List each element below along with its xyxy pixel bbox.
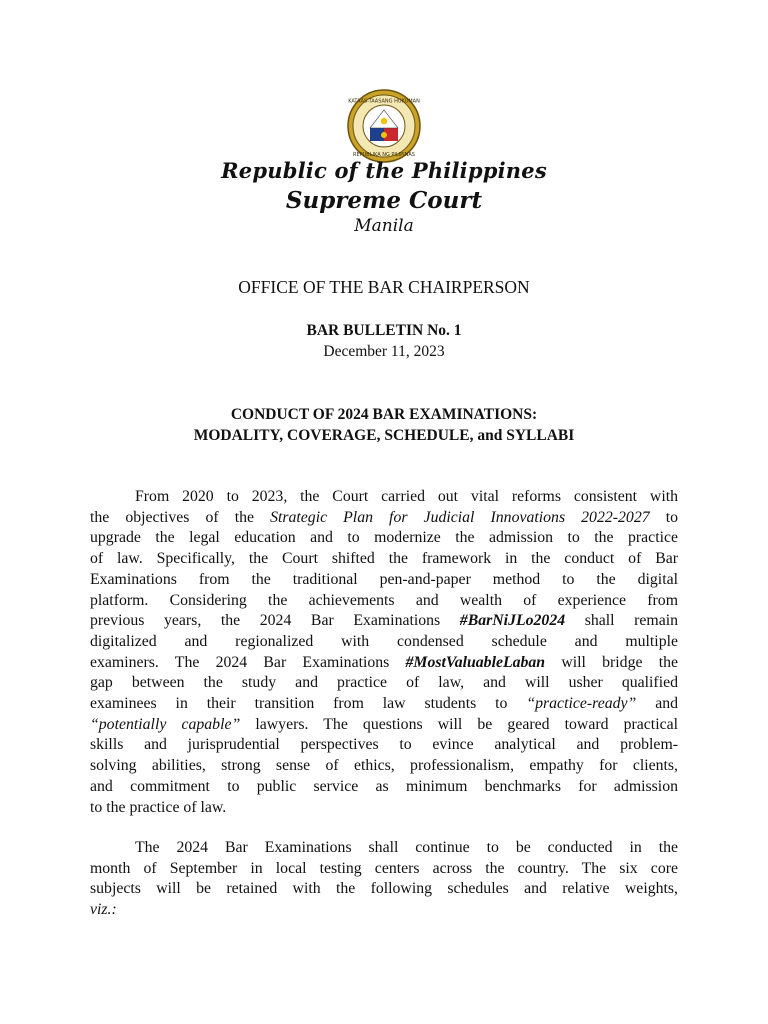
p1-line-13: skills and jurisprudential perspectives to evince analytical and problem- bbox=[90, 736, 678, 754]
p1-line-7a: previous years, the 2024 Bar Examinations bbox=[90, 612, 460, 630]
p1-line-4: of law. Specifically, the Court shifted the framework in the conduct of Bar bbox=[90, 550, 678, 568]
header-city: Manila bbox=[354, 216, 414, 236]
header-court: Supreme Court bbox=[285, 187, 483, 214]
potentially-capable-quote: “potentially capable” bbox=[90, 715, 241, 733]
p1-line-9c: will bridge the bbox=[545, 653, 679, 671]
p1-line-11 bbox=[90, 694, 678, 715]
header-republic: Republic of the Philippines bbox=[221, 158, 547, 183]
hashtag-barnijlo: #BarNiJLo2024 bbox=[459, 612, 566, 630]
subject-line-2b: and bbox=[473, 427, 507, 444]
p1-line-14: solving abilities, strong sense of ethics, professionalism, empathy for clients, bbox=[90, 757, 678, 775]
p1-line-7c: shall remain bbox=[565, 612, 678, 630]
subject-line-1: CONDUCT OF 2024 BAR EXAMINATIONS: bbox=[230, 406, 538, 423]
p1-line-15: and commitment to public service as minimum benchmarks for admission bbox=[90, 777, 678, 795]
p1-line-1: From 2020 to 2023, the Court carried out vital reforms consistent with bbox=[135, 488, 678, 505]
subject-line-2a: MODALITY, COVERAGE, SCHEDULE, bbox=[193, 427, 474, 444]
p1-line-10: gap between the study and practice of law, and will usher qualified bbox=[90, 674, 678, 692]
seal-icon bbox=[346, 88, 422, 164]
p2-line-2: month of September in local testing centers across the country. The six core bbox=[90, 859, 678, 877]
p1-line-8: digitalized and regionalized with condensed schedule and multiple bbox=[90, 632, 678, 650]
paragraph-2 bbox=[90, 838, 678, 921]
p1-line-5: Examinations from the traditional pen-and-paper method to the digital bbox=[90, 570, 678, 588]
p1-line-16: to the practice of law. bbox=[90, 798, 227, 816]
p1-line-11c: and bbox=[636, 695, 679, 713]
p2-line-1: The 2024 Bar Examinations shall continue to be conducted in the bbox=[135, 839, 678, 856]
p1-line-9 bbox=[90, 653, 678, 674]
hashtag-mostvaluable: #MostValuableLaban bbox=[405, 653, 546, 671]
p1-line-2a: the objectives of the bbox=[90, 508, 271, 526]
p1-line-3: upgrade the legal education and to modernize the admission to the practice bbox=[90, 529, 678, 547]
p1-line-12b: lawyers. The questions will be geared toward practical bbox=[240, 715, 678, 733]
subject-heading bbox=[0, 404, 768, 446]
office-title: OFFICE OF THE BAR CHAIRPERSON bbox=[238, 277, 530, 297]
p1-line-6: platform. Considering the achievements and wealth of experience from bbox=[90, 591, 678, 609]
seal-text-bottom: REPUBLIKA NG PILIPINAS bbox=[353, 152, 415, 158]
p2-line-4 bbox=[90, 900, 678, 921]
plan-title: Strategic Plan for Judicial Innovations 2022-2027 bbox=[270, 508, 650, 526]
p1-line-9a: examiners. The 2024 Bar Examinations bbox=[90, 653, 406, 671]
p1-line-7 bbox=[90, 611, 678, 632]
p1-line-11a: examinees in their transition from law students to bbox=[90, 695, 527, 713]
bulletin-number: BAR BULLETIN No. 1 bbox=[306, 322, 462, 339]
p1-line-2c: to bbox=[649, 508, 678, 526]
viz-abbrev: viz.: bbox=[90, 901, 117, 919]
p2-line-3: subjects will be retained with the following schedules and relative weights, bbox=[90, 880, 678, 898]
p1-line-12 bbox=[90, 715, 678, 736]
bulletin-date: December 11, 2023 bbox=[323, 343, 445, 360]
supreme-court-seal bbox=[346, 88, 422, 164]
p1-line-2 bbox=[90, 508, 678, 529]
paragraph-1 bbox=[90, 487, 678, 818]
subject-line-2c: SYLLABI bbox=[506, 427, 575, 444]
practice-ready-quote: “practice-ready” bbox=[526, 695, 637, 713]
subject-line-2 bbox=[0, 425, 768, 446]
seal-text-top: KATAAS-TAASANG HUKUMAN bbox=[348, 98, 420, 105]
